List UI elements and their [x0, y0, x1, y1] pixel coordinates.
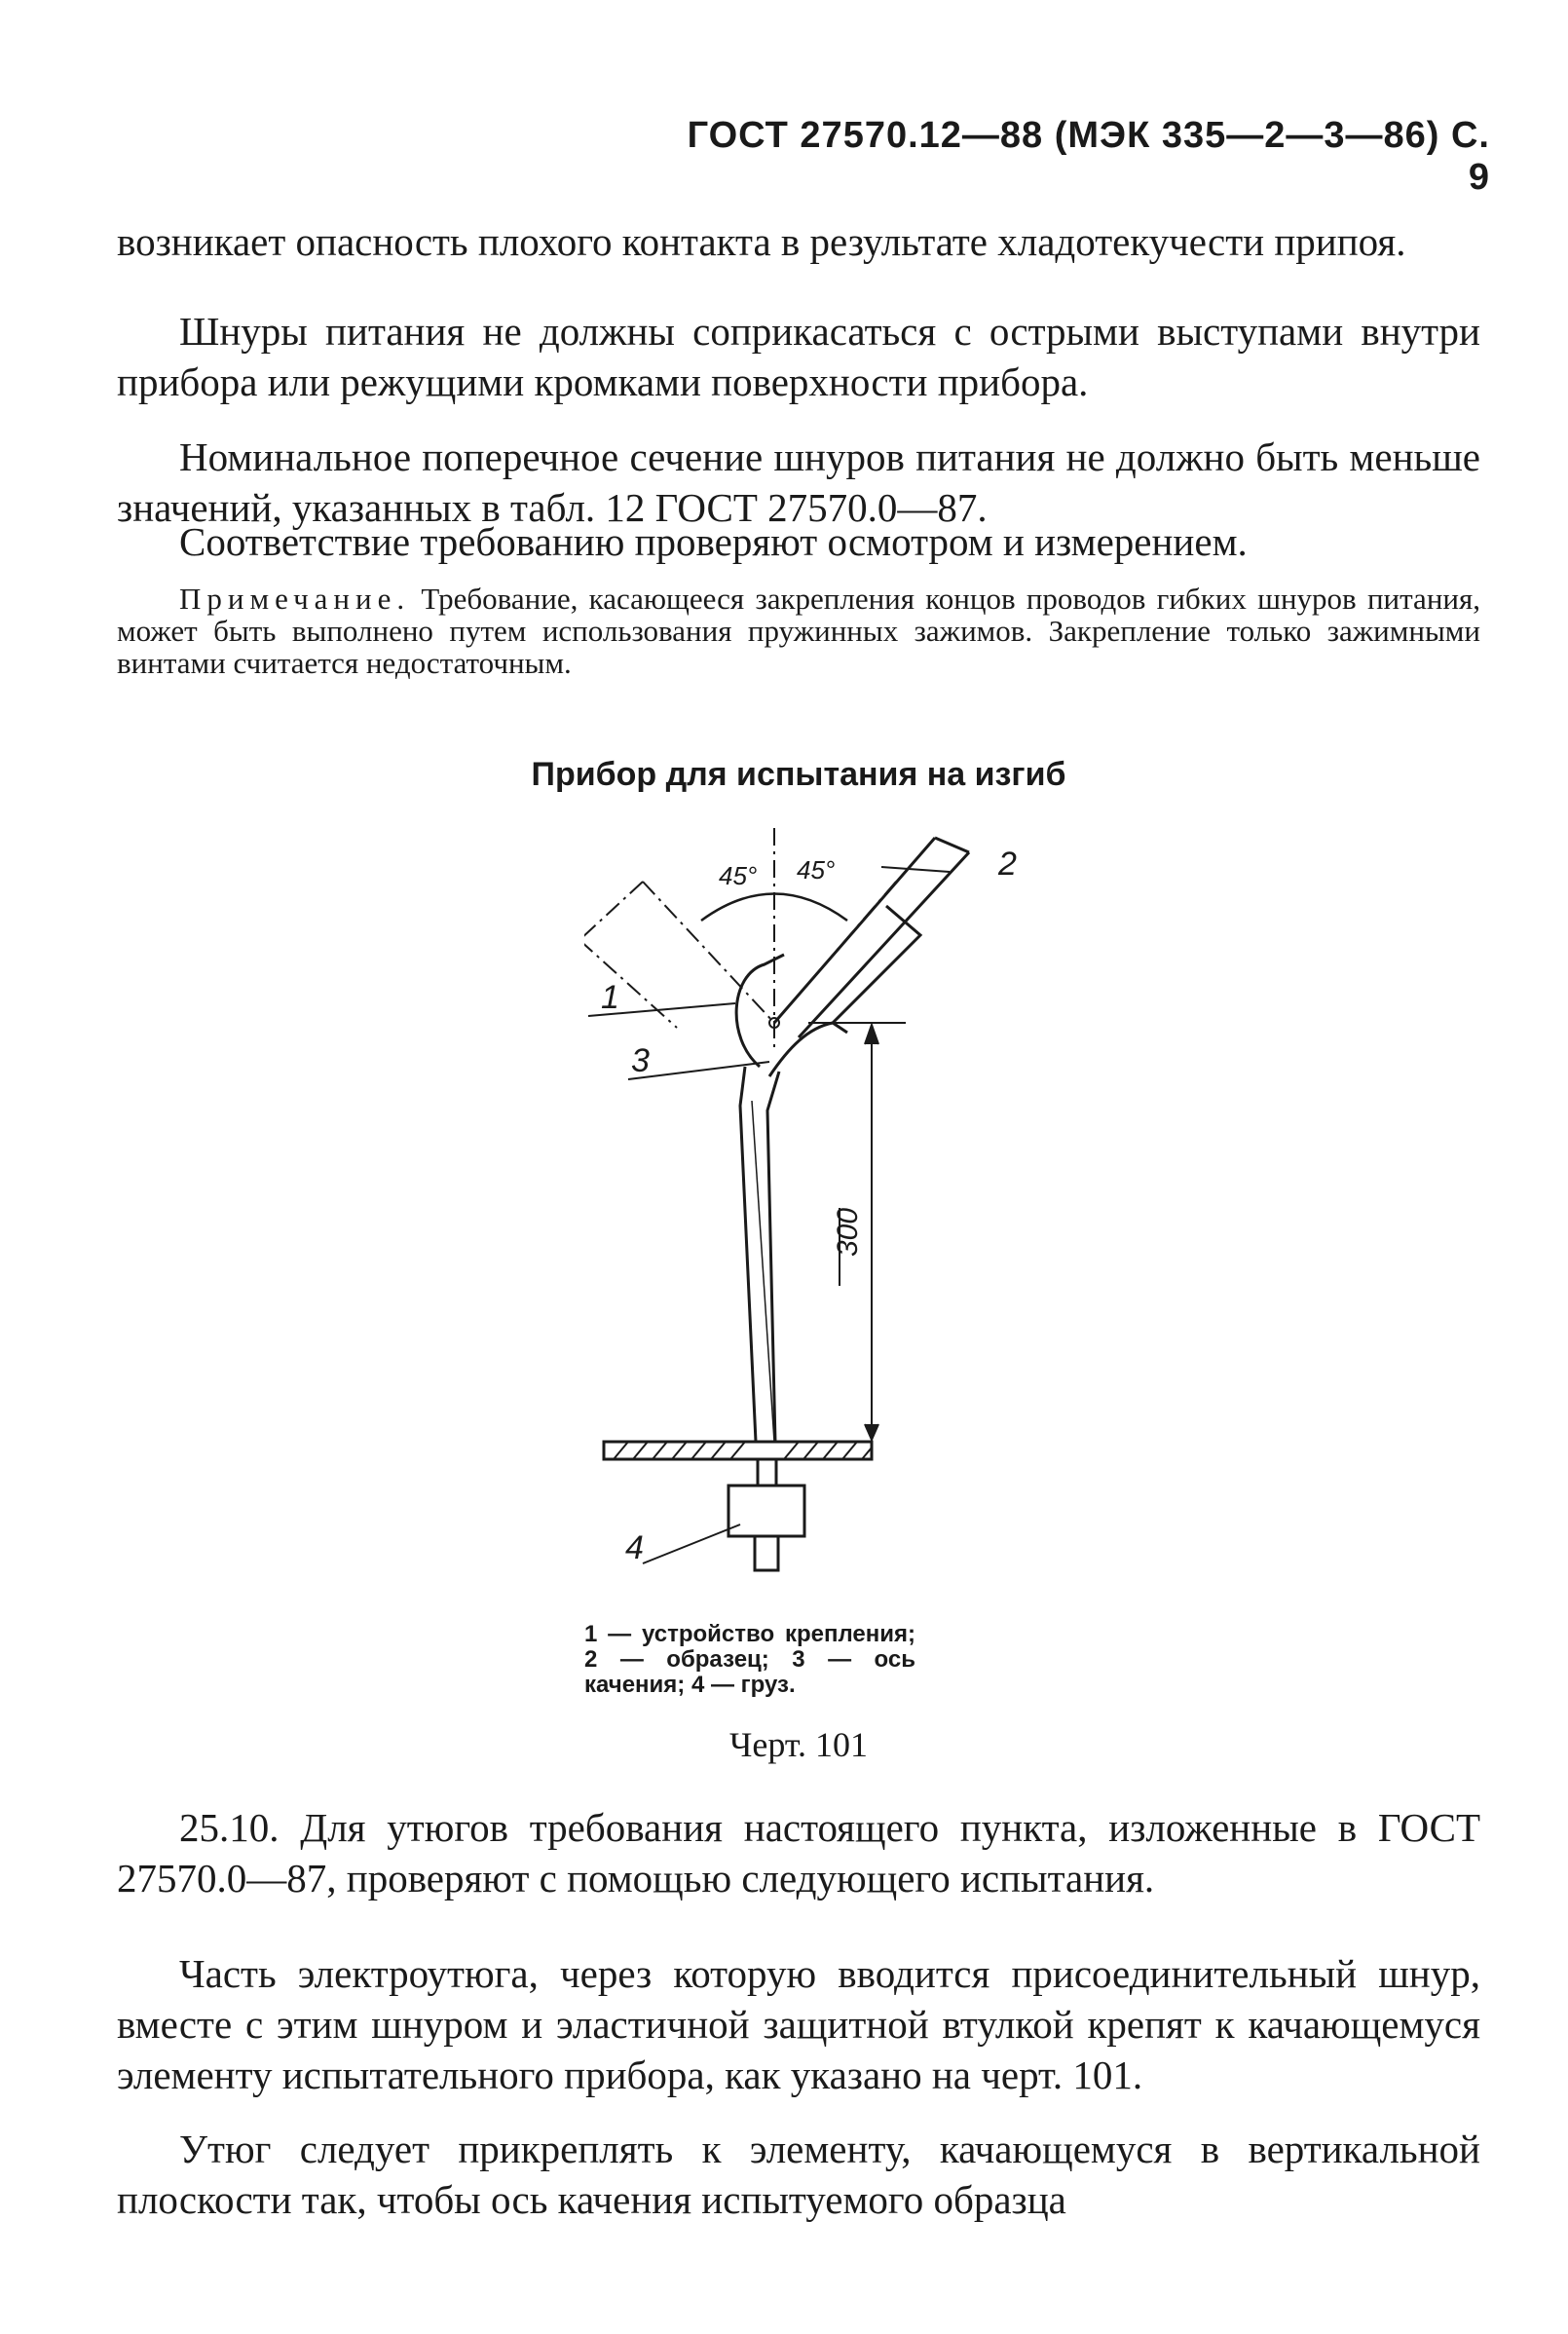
page-header: ГОСТ 27570.12—88 (МЭК 335—2—3—86) С. 9 [687, 115, 1490, 198]
paragraph-cords-sharp-edges: Шнуры питания не должны соприкасаться с острыми выступами внутри прибора или режущими кромками поверхности прибора. [117, 309, 1480, 404]
paragraph-attach-iron: Утюг следует прикреплять к элементу, качающемуся в вертикальной плоскости так, чтобы ось качения испытуемого образца [117, 2127, 1480, 2222]
note-text: Требование, касающееся закрепления концов проводов гибких шнуров питания, может быть выполнено путем использования пружинных зажимов. Закрепление только зажимными винтами считается недостаточным. [117, 582, 1481, 680]
paragraph-25-10: 25.10. Для утюгов требования настоящего пункта, изложенные в ГОСТ 27570.0—87, проверяют с помощью следующего испытания. [117, 1805, 1480, 1901]
note-label: Примечание. [179, 582, 411, 616]
hanging-cord [740, 1067, 779, 1442]
dimension-300: 300 [832, 1207, 864, 1257]
angle-label-left: 45° [719, 861, 758, 890]
angle-label-right: 45° [797, 855, 836, 885]
paragraph-cross-section: Номинальное поперечное сечение шнуров питания не должно быть меньше значений, указанных в табл. 12 ГОСТ 27570.0—87. [117, 434, 1480, 530]
paragraph-iron-part: Часть электроутюга, через которую вводится присоединительный шнур, вместе с этим шнуром и эластичной защитной втулкой крепят к качающемуся элементу испытательного прибора, как указано на черт. 101. [117, 1951, 1480, 2097]
support-plate [604, 1442, 872, 1459]
weight [728, 1459, 804, 1570]
paragraph-compliance: Соответствие требованию проверяют осмотром и измерением. [179, 519, 1248, 564]
figure-legend: 1 — устройство крепления; 2 — образец; 3 — ось качения; 4 — груз. [584, 1621, 915, 1698]
clamp-device [736, 906, 920, 1076]
figure-caption: Черт. 101 [729, 1725, 868, 1764]
figure-title: Прибор для испытания на изгиб [531, 756, 1066, 793]
label-4: 4 [625, 1529, 644, 1566]
paragraph-cold-flow: возникает опасность плохого контакта в результате хладотекучести припоя. [117, 219, 1406, 264]
label-1: 1 [601, 979, 619, 1016]
label-3: 3 [631, 1042, 650, 1079]
bend-test-apparatus-drawing [584, 828, 1023, 1607]
note [117, 583, 1480, 679]
label-2: 2 [998, 846, 1017, 883]
